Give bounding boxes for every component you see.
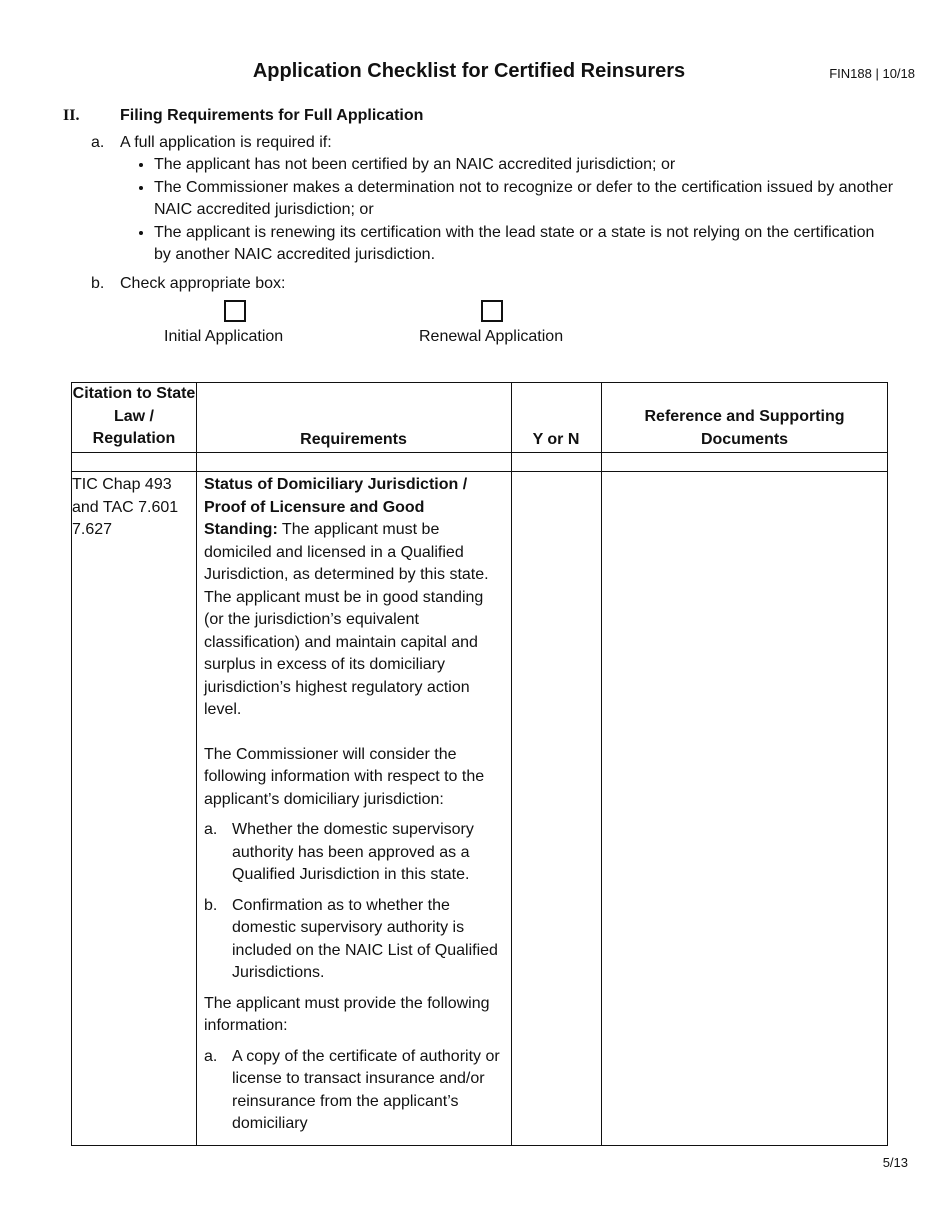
item-a-text: A full application is required if: xyxy=(120,134,332,151)
page-number: 5/13 xyxy=(882,1155,908,1170)
requirement-bullets xyxy=(130,154,894,267)
list-marker: a. xyxy=(204,1047,218,1065)
bullet-item: • The applicant is renewing its certification with the lead state or a state is not relying on the certification by another NAIC accredited jurisdiction. xyxy=(154,222,894,267)
consider-list xyxy=(204,819,500,985)
header-citation: Citation to State Law / Regulation xyxy=(72,385,196,447)
header-requirements: Requirements xyxy=(300,431,407,448)
list-item xyxy=(204,1046,500,1136)
list-item xyxy=(204,819,500,887)
initial-application-checkbox[interactable] xyxy=(224,300,246,322)
page-title: Application Checklist for Certified Reinsurers xyxy=(252,60,686,82)
renewal-application-checkbox[interactable] xyxy=(481,300,503,322)
item-b-text: Check appropriate box: xyxy=(120,275,286,292)
requirements-table xyxy=(71,382,888,1146)
consider-intro: The Commissioner will consider the following information with respect to the applicant’s domiciliary jurisdiction: xyxy=(204,745,485,808)
list-marker: b. xyxy=(204,896,218,914)
list-text: Confirmation as to whether the domestic supervisory authority is included on the NAIC List of Qualified Jurisdictions. xyxy=(232,896,498,981)
provide-intro: The applicant must provide the following information: xyxy=(204,994,490,1034)
bullet-item: • The Commissioner makes a determination not to recognize or defer to the certification issued by another NAIC accredited jurisdiction; or xyxy=(154,177,894,222)
list-item xyxy=(204,895,500,985)
header-y-or-n: Y or N xyxy=(532,431,580,448)
list-marker: a. xyxy=(204,821,218,838)
form-code: FIN188 | 10/18 xyxy=(829,66,915,81)
citation-cell: TIC Chap 493 and TAC 7.601 7.627 xyxy=(72,476,179,538)
item-b-label: b. xyxy=(91,275,105,292)
section-title: Filing Requirements for Full Application xyxy=(120,107,424,124)
requirement-text: The applicant must be domiciled and licensed in a Qualified Jurisdiction, as determined by this state. The applicant must be in good standing (or the jurisdiction’s equivalent classification) and maintain capital and surplus in excess of its domiciliary jurisdiction’s highest regulatory action level. xyxy=(204,521,489,718)
requirement-heading: Status of Domiciliary Jurisdiction / Proof of Licensure and Good Standing: xyxy=(204,476,468,538)
renewal-application-label: Renewal Application xyxy=(419,328,564,345)
list-text: Whether the domestic supervisory authority has been approved as a Qualified Jurisdiction in this state. xyxy=(232,821,474,883)
bullet-item: • The applicant has not been certified by an NAIC accredited jurisdiction; or xyxy=(154,154,894,177)
section-number: II. xyxy=(63,107,80,124)
item-a-label: a. xyxy=(91,134,105,151)
list-text: A copy of the certificate of authority or license to transact insurance and/or reinsurance from the applicant’s domiciliary xyxy=(232,1047,500,1132)
header-reference: Reference and Supporting Documents xyxy=(644,408,845,448)
initial-application-label: Initial Application xyxy=(164,328,284,345)
requirements-cell xyxy=(204,474,500,1144)
requirement-paragraph xyxy=(204,474,500,722)
provide-list xyxy=(204,1046,500,1136)
